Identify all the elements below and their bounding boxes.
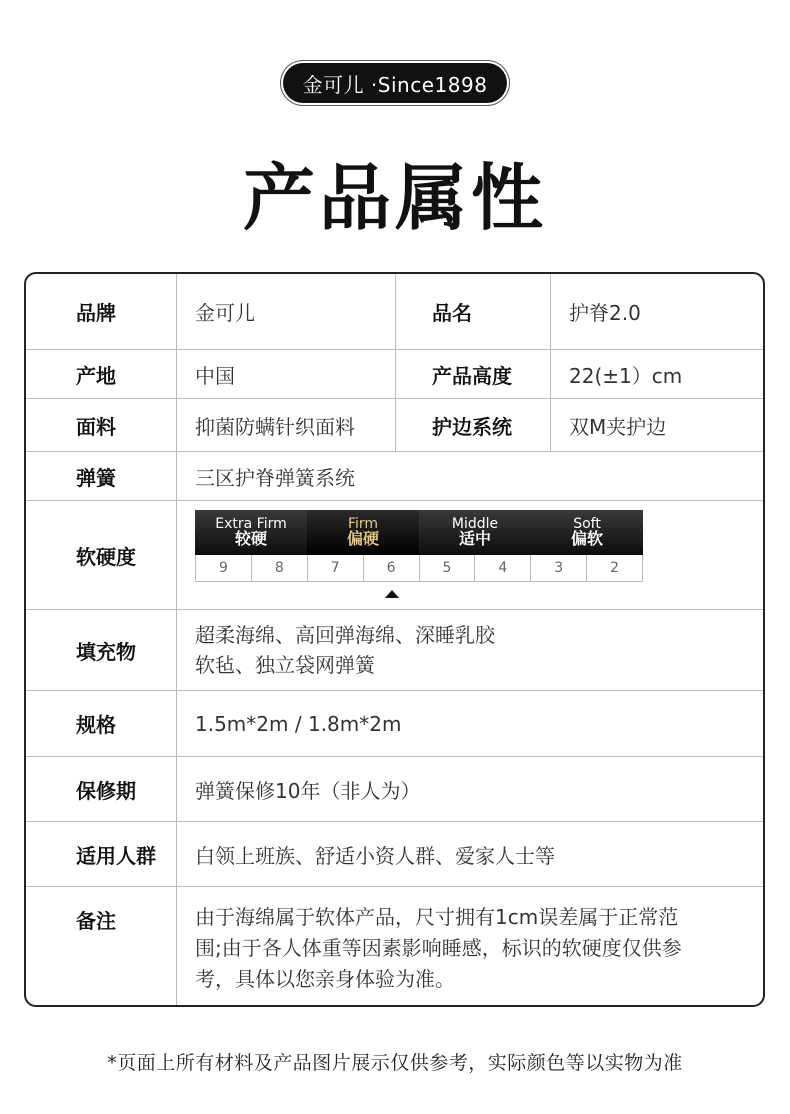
height-value: 22(±1）cm xyxy=(569,363,683,388)
table-row-filling xyxy=(26,610,763,691)
hardness-scale xyxy=(195,510,643,582)
note-label: 备注 xyxy=(76,909,116,933)
edge-label: 护边系统 xyxy=(432,414,512,439)
scale-number: 5 xyxy=(419,555,475,581)
brand-value: 金可儿 xyxy=(195,301,255,325)
filling-value xyxy=(176,610,765,690)
warranty-value: 弹簧保修10年（非人为） xyxy=(195,778,421,803)
table-row-origin xyxy=(26,350,763,399)
note-line: 考，具体以您亲身体验为准。 xyxy=(195,967,455,991)
warranty-label: 保修期 xyxy=(76,778,136,803)
table-row-note xyxy=(26,887,763,1007)
scale-segment-soft: Soft 偏软 xyxy=(531,510,643,555)
size-value: 1.5m*2m / 1.8m*2m xyxy=(195,711,402,736)
name-label: 品名 xyxy=(432,301,472,325)
fabric-value: 抑菌防螨针织面料 xyxy=(195,414,355,439)
page-title: 产品属性 xyxy=(242,156,547,240)
scale-segment-firm: Firm 偏硬 xyxy=(307,510,419,555)
table-row-brand xyxy=(26,274,763,350)
scale-number: 8 xyxy=(251,555,307,581)
scale-number: 3 xyxy=(530,555,586,581)
hardness-label: 软硬度 xyxy=(76,544,136,569)
table-row-spring xyxy=(26,452,763,501)
scale-segment-extra-firm: Extra Firm 较硬 xyxy=(195,510,307,555)
audience-label: 适用人群 xyxy=(76,843,156,868)
note-line: 由于海绵属于软体产品，尺寸拥有1cm误差属于正常范 xyxy=(195,905,679,929)
edge-value: 双M夹护边 xyxy=(569,414,667,439)
filling-line: 超柔海绵、高回弹海绵、深睡乳胶 xyxy=(195,623,495,647)
name-value: 护脊2.0 xyxy=(569,301,641,325)
scale-number: 6 xyxy=(363,555,419,581)
scale-number: 9 xyxy=(218,560,228,576)
scale-number: 2 xyxy=(586,555,642,581)
origin-label: 产地 xyxy=(76,363,116,388)
filling-label: 填充物 xyxy=(76,639,136,664)
scale-number: 4 xyxy=(474,555,530,581)
audience-value: 白领上班族、舒适小资人群、爱家人士等 xyxy=(195,843,555,868)
scale-segment-middle: Middle 适中 xyxy=(419,510,531,555)
fabric-label: 面料 xyxy=(76,414,116,439)
spec-table xyxy=(24,272,765,1007)
table-row-hardness xyxy=(26,501,763,610)
disclaimer: *页面上所有材料及产品图片展示仅供参考，实际颜色等以实物为准 xyxy=(107,1052,683,1074)
brand-pill: 金可儿 ·Since1898 xyxy=(283,63,507,103)
triangle-up-icon xyxy=(385,590,399,598)
table-row-fabric xyxy=(26,399,763,452)
scale-number: 7 xyxy=(307,555,363,581)
spring-value: 三区护脊弹簧系统 xyxy=(195,465,355,490)
table-row-warranty xyxy=(26,757,763,822)
table-row-size xyxy=(26,691,763,757)
origin-value: 中国 xyxy=(195,363,235,388)
size-label: 规格 xyxy=(76,713,116,737)
note-value xyxy=(176,887,765,1007)
table-row-audience xyxy=(26,822,763,887)
note-line: 围;由于各人体重等因素影响睡感，标识的软硬度仅供参 xyxy=(195,936,682,960)
height-label: 产品高度 xyxy=(432,363,512,388)
spring-label: 弹簧 xyxy=(76,465,116,490)
filling-line: 软毡、独立袋网弹簧 xyxy=(195,653,375,677)
brand-label: 品牌 xyxy=(76,301,116,325)
